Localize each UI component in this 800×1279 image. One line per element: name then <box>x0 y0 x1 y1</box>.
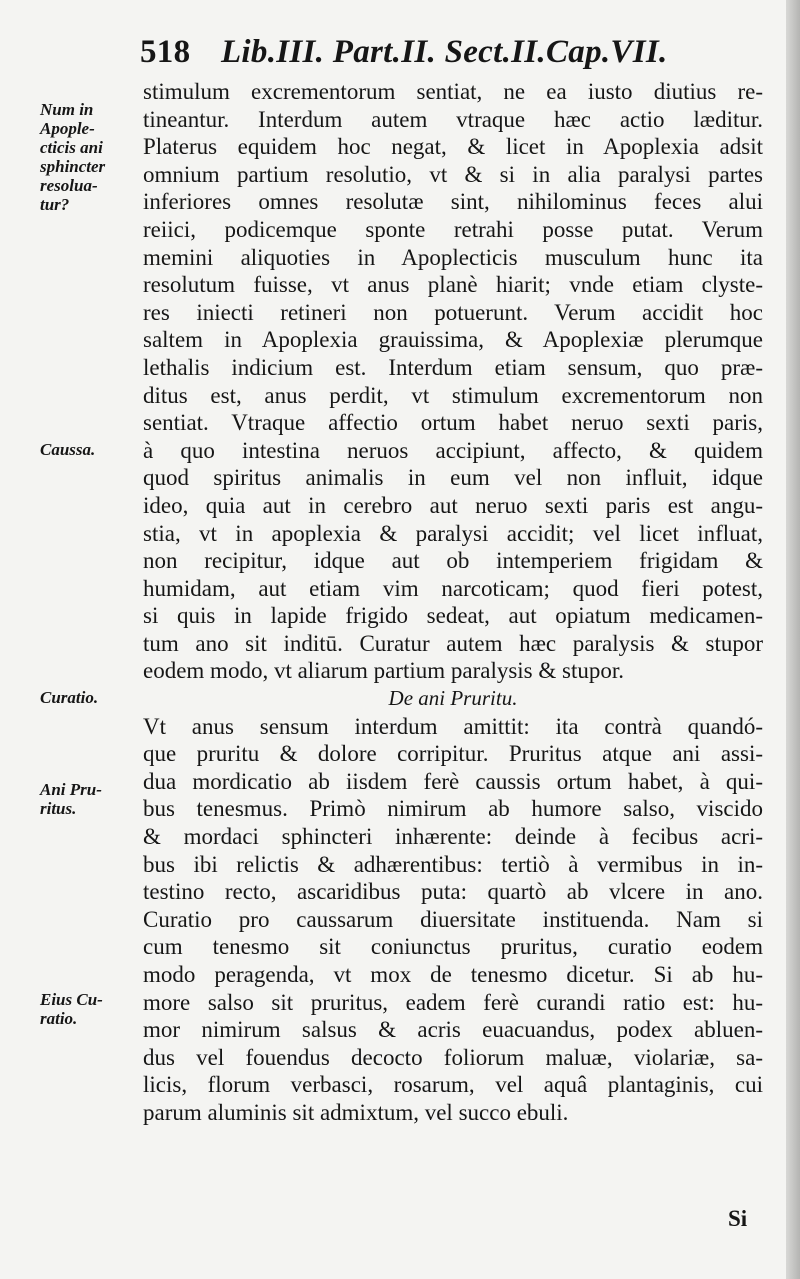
running-title: Lib.III. Part.II. Sect.II.Cap.VII. <box>220 34 668 70</box>
text-line: si quis in lapide frigido sedeat, aut opiatum medicamen- <box>143 603 763 629</box>
text-block <box>143 78 763 1127</box>
text-line: lethalis indicium est. Interdum etiam sensum, quo præ- <box>143 354 763 380</box>
text-line: & mordaci sphincteri inhærente: deinde à fecibus acri- <box>143 824 763 850</box>
text-line: memini aliquoties in Apoplecticis musculum hunc ita <box>143 244 763 270</box>
text-line: dus vel fouendus decocto foliorum maluæ, violariæ, sa- <box>143 1044 763 1070</box>
section-title: De ani Pruritu. <box>388 686 518 711</box>
text-line: non recipitur, idque aut ob intemperiem frigidam & <box>143 548 763 574</box>
text-line: dua mordicatio ab iisdem ferè caussis ortum habet, à qui- <box>143 768 763 794</box>
text-line: saltem in Apoplexia grauissima, & Apoplexiæ plerumque <box>143 327 763 353</box>
text-line: testino recto, ascaridibus puta: quartò ab vlcere in ano. <box>143 879 763 905</box>
text-line: Curatio pro caussarum diuersitate instituenda. Nam si <box>143 906 763 932</box>
text-line: ideo, quia aut in cerebro aut neruo sexti paris est angu- <box>143 492 763 518</box>
text-line: tum ano sit inditū. Curatur autem hæc paralysis & stupor <box>143 630 763 656</box>
catchword: Si <box>728 1206 748 1231</box>
text-line: que pruritu & dolore corripitur. Pruritus atque ani assi- <box>143 741 763 767</box>
text-line: stia, vt in apoplexia & paralysi accidit; vel licet influat, <box>143 520 763 546</box>
text-line: Vt anus sensum interdum amittit: ita contrà quandó- <box>143 713 763 739</box>
text-line: stimulum excrementorum sentiat, ne ea iusto diutius re- <box>143 79 763 104</box>
margin-note-caussa: Caussa. <box>40 440 96 459</box>
text-line: resolutum fuisse, vt anus planè hiarit; vnde etiam clyste- <box>143 272 763 298</box>
text-line: sentiat. Vtraque affectio ortum habet neruo sexti paris, <box>143 410 763 436</box>
text-line: bus tenesmus. Primò nimirum ab humore salso, viscido <box>143 796 763 822</box>
text-line: reiici, podicemque sponte retrahi posse putat. Verum <box>143 216 763 242</box>
text-line: quod spiritus animalis in eum vel non influit, idque <box>143 465 763 491</box>
page-number: 518 <box>140 34 191 70</box>
text-line: mor nimirum salsus & acris euacuandus, podex abluen- <box>143 1017 763 1043</box>
margin-note-apoplexia: Num in Apople- cticis ani sphincter resolua- tur? <box>40 100 106 214</box>
margin-note-ani-pruritus: Ani Pru- ritus. <box>40 780 102 818</box>
text-line: eodem modo, vt aliarum partium paralysis & stupor. <box>143 658 625 684</box>
page-edge <box>786 0 800 1279</box>
text-line: bus ibi relictis & adhærentibus: tertiò à vermibus in in- <box>143 851 763 877</box>
text-line: licis, florum verbasci, rosarum, vel aquâ plantaginis, cui <box>143 1072 763 1098</box>
running-header <box>140 34 760 74</box>
text-line: Platerus equidem hoc negat, & licet in Apoplexia adsit <box>143 134 763 160</box>
text-line: modo peragenda, vt mox de tenesmo dicetur. Si ab hu- <box>143 962 763 987</box>
text-line: parum aluminis sit admixtum, vel succo ebuli. <box>143 1099 569 1125</box>
text-line: cum tenesmo sit coniunctus pruritus, curatio eodem <box>143 934 763 960</box>
margin-note-eius-curatio: Eius Cu- ratio. <box>40 990 103 1028</box>
text-line: ditus est, anus perdit, vt stimulum excrementorum non <box>143 382 763 408</box>
text-line: omnium partium resolutio, vt & si in alia paralysi partes <box>143 161 763 187</box>
text-line: humidam, aut etiam vim narcoticam; quod fieri potest, <box>143 575 763 601</box>
text-line: tineantur. Interdum autem vtraque hæc actio læditur. <box>143 106 763 132</box>
text-line: à quo intestina neruos accipiunt, affecto, & quidem <box>143 437 763 463</box>
text-line: more salso sit pruritus, eadem ferè curandi ratio est: hu- <box>143 989 763 1015</box>
text-line: res iniecti retineri non potuerunt. Verum accidit hoc <box>143 299 763 325</box>
margin-note-curatio: Curatio. <box>40 688 99 707</box>
text-line: inferiores omnes resolutæ sint, nihilominus feces alui <box>143 189 763 215</box>
